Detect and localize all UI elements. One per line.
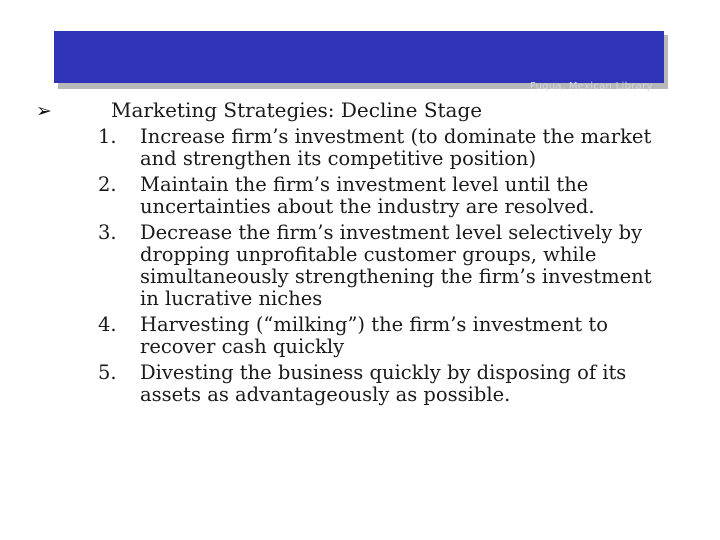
title-banner	[54, 31, 664, 83]
item-text: Harvesting (“milking”) the firm’s investment to recover cash quickly	[140, 313, 608, 358]
list-item	[98, 362, 668, 406]
item-text: Maintain the firm’s investment level until the uncertainties about the industry are resolved.	[140, 173, 595, 218]
item-number: 2.	[98, 173, 117, 196]
arrow-bullet-icon: ➢	[36, 100, 52, 122]
list-item	[98, 126, 668, 170]
item-number: 4.	[98, 313, 117, 336]
item-number: 1.	[98, 125, 117, 148]
list-item	[98, 174, 668, 218]
list-item	[98, 314, 668, 358]
item-text: Decrease the firm’s investment level selectively by dropping unprofitable customer groups, while simultaneously strengthening the firm’s investment in lucrative niches	[140, 221, 652, 310]
item-number: 3.	[98, 221, 117, 244]
item-text: Divesting the business quickly by disposing of its assets as advantageously as possible.	[140, 361, 627, 406]
faint-banner-label: Fuqua, Mexican Library	[530, 81, 653, 92]
strategy-list	[98, 126, 668, 410]
slide-heading: Marketing Strategies: Decline Stage	[111, 98, 483, 122]
item-number: 5.	[98, 361, 117, 384]
list-item	[98, 222, 668, 310]
item-text: Increase firm’s investment (to dominate the market and strengthen its competitive position)	[140, 125, 652, 170]
